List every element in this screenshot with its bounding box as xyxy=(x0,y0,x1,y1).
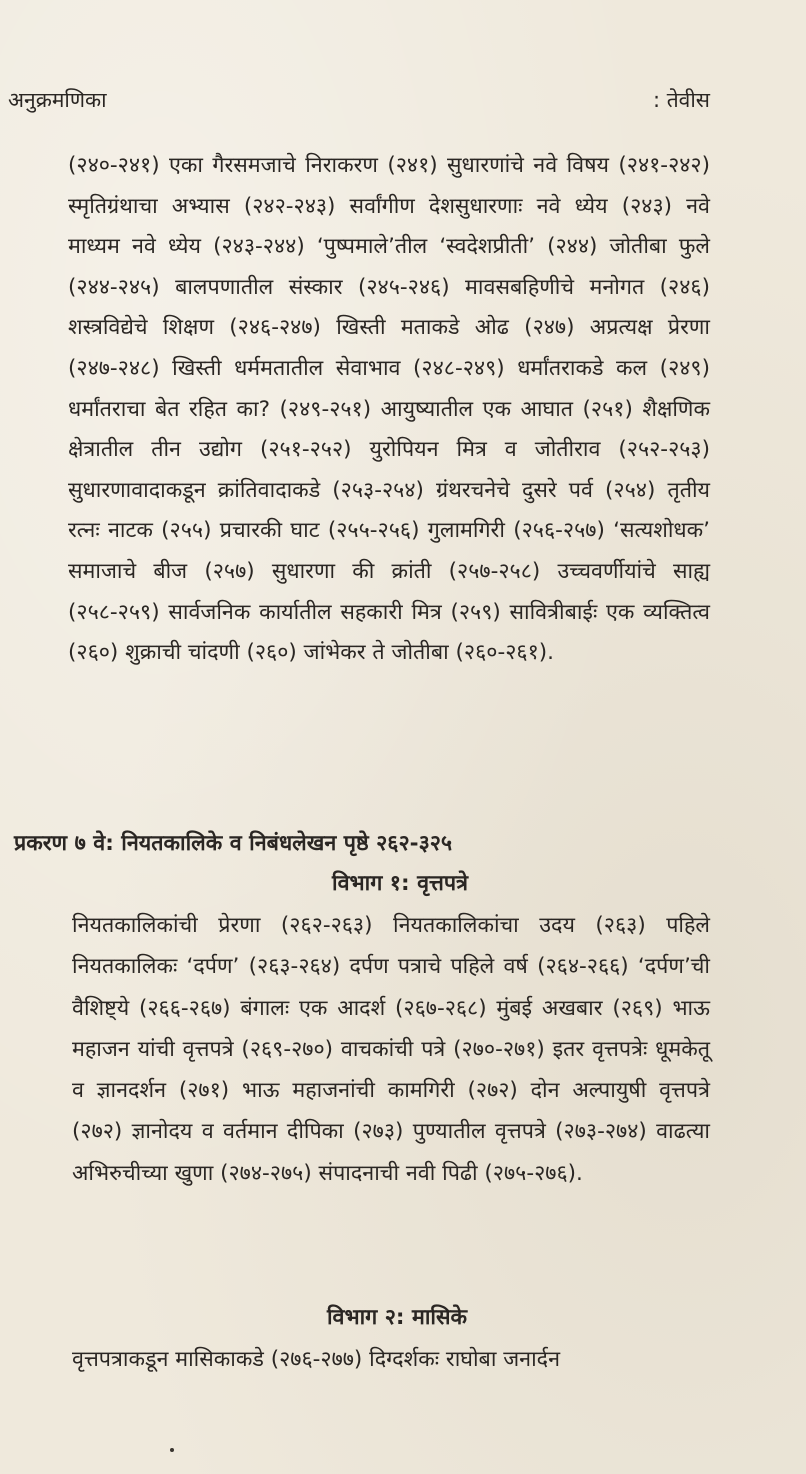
contents-paragraph-2: नियतकालिकांची प्रेरणा (२६२-२६३) नियतकालिकांचा उदय (२६३) पहिले नियतकालिकः ‘दर्पण’ (२६३-२६४) दर्पण पत्राचे पहिले वर्ष (२६४-२६६) ‘दर्पण’ची वैशिष्ट्ये (२६६-२६७) बंगालः एक आदर्श (२६७-२६८) मुंबई अखबार (२६९) भाऊ महाजन यांची वृत्तपत्रे (२६९-२७०) वाचकांची पत्रे (२७०-२७१) इतर वृत्तपत्रेः धूमकेतू व ज्ञानदर्शन (२७१) भाऊ महाजनांची कामगिरी (२७२) दोन अल्पायुषी वृत्तपत्रे (२७२) ज्ञानोदय व वर्तमान दीपिका (२७३) पुण्यातील वृत्तपत्रे (२७३-२७४) वाढत्या अभिरुचीच्या खुणा (२७४-२७५) संपादनाची नवी पिढी (२७५-२७६). xyxy=(72,913,710,1186)
running-header xyxy=(8,82,710,118)
print-speck xyxy=(170,1448,174,1452)
section-heading-newspapers: विभाग १: वृत्तपत्रे xyxy=(332,871,468,896)
contents-paragraph-3: वृत्तपत्राकडून मासिकाकडे (२७६-२७७) दिग्दर्शकः राघोबा जनार्दन xyxy=(72,1347,561,1372)
header-title: अनुक्रमणिका xyxy=(8,88,107,112)
header-page-number: : तेवीस xyxy=(652,88,710,112)
contents-paragraph-1: (२४०-२४१) एका गैरसमजाचे निराकरण (२४१) सुधारणांचे नवे विषय (२४१-२४२) स्मृतिग्रंथाचा अभ्यास (२४२-२४३) सर्वांगीण देशसुधारणाः नवे ध्येय (२४३) नवे माध्यम नवे ध्येय (२४३-२४४) ‘पुष्पमाले’तील ‘स्वदेशप्रीती’ (२४४) जोतीबा फुले (२४४-२४५) बालपणातील संस्कार (२४५-२४६) मावसबहिणीचे मनोगत (२४६) शस्त्रविद्येचे शिक्षण (२४६-२४७) खिस्ती मताकडे ओढ (२४७) अप्रत्यक्ष प्रेरणा (२४७-२४८) खिस्ती धर्ममतातील सेवाभाव (२४८-२४९) धर्मांतराकडे कल (२४९) धर्मांतराचा बेत रहित का? (२४९-२५१) आयुष्यातील एक आघात (२५१) शैक्षणिक क्षेत्रातील तीन उद्योग (२५१-२५२) युरोपियन मित्र व जोतीराव (२५२-२५३) सुधारणावादाकडून क्रांतिवादाकडे (२५३-२५४) ग्रंथरचनेचे दुसरे पर्व (२५४) तृतीय रत्नः नाटक (२५५) प्रचारकी घाट (२५५-२५६) गुलामगिरी (२५६-२५७) ‘सत्यशोधक’ समाजाचे बीज (२५७) सुधारणा की क्रांती (२५७-२५८) उच्चवर्णीयांचे साह्य (२५८-२५९) सार्वजनिक कार्यातील सहकारी मित्र (२५९) सावित्रीबाईः एक व्यक्तित्व (२६०) शुक्राची चांदणी (२६०) जांभेकर ते जोतीबा (२६०-२६१). xyxy=(68,153,710,666)
section-heading-magazines: विभाग २: मासिके xyxy=(326,1305,468,1330)
chapter-heading: प्रकरण ७ वे: नियतकालिके व निबंधलेखन पृष्ठे २६२-३२५ xyxy=(14,831,453,856)
